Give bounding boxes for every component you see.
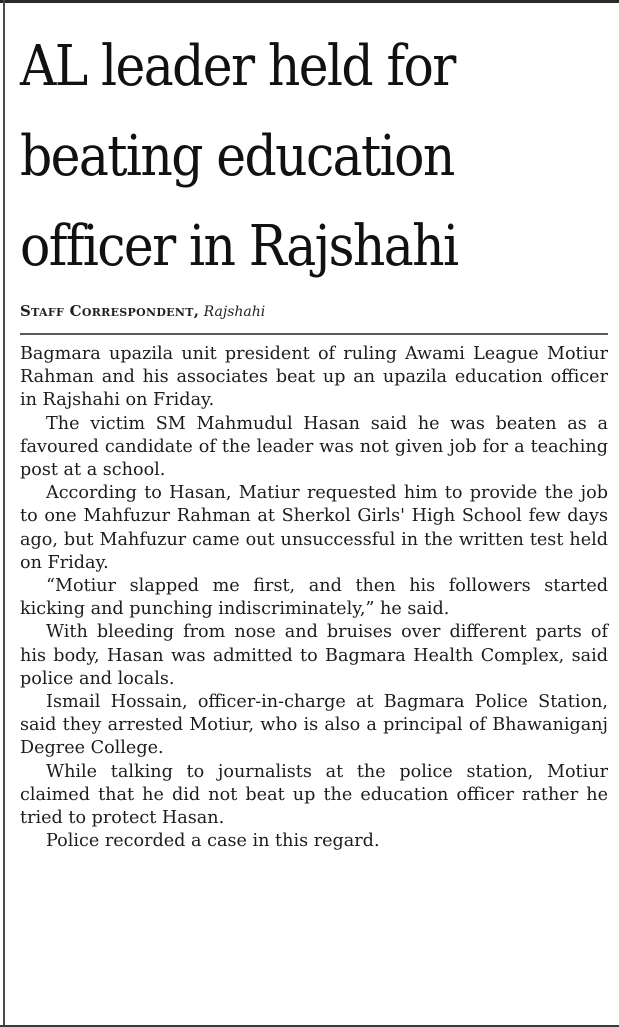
article-paragraph-3: According to Hasan, Matiur requested him to provide the job to one Mahfuzur Rahman at Sherkol Girls' High School few days ago, but Mahfuzur came out unsuccessful in the written test held on Friday.	[20, 483, 608, 573]
article-paragraph-1: Bagmara upazila unit president of ruling Awami League Motiur Rahman and his associates beat up an upazila education officer in Rajshahi on Friday.	[20, 344, 608, 411]
article-paragraph-6: Ismail Hossain, officer-in-charge at Bagmara Police Station, said they arrested Motiur, who is also a principal of Bhawaniganj Degree College.	[20, 692, 608, 759]
article-paragraph-7: While talking to journalists at the police station, Motiur claimed that he did not beat up the education officer rather he tried to protect Hasan.	[20, 761, 608, 829]
left-border-rule	[3, 0, 5, 1027]
article-body	[20, 343, 608, 853]
headline-line-1: AL leader held for	[20, 34, 455, 99]
headline-line-2: beating education	[20, 124, 454, 189]
article-paragraph-4: “Motiur slapped me first, and then his followers started kicking and punching indiscriminately,” he said.	[20, 576, 608, 620]
byline-author: Staff Correspondent,	[20, 302, 200, 320]
article-headline	[20, 22, 556, 292]
top-border-rule	[0, 0, 619, 3]
article-paragraph-2: The victim SM Mahmudul Hasan said he was beaten as a favoured candidate of the leader was not given job for a teaching post at a school.	[20, 413, 608, 481]
article-paragraph-8: Police recorded a case in this regard.	[46, 831, 380, 852]
article-paragraph-5: With bleeding from nose and bruises over different parts of his body, Hasan was admitted to Bagmara Health Complex, said police and locals.	[20, 622, 608, 689]
byline-divider	[20, 333, 608, 335]
headline-line-3: officer in Rajshahi	[20, 214, 458, 279]
byline-location: Rajshahi	[203, 304, 266, 320]
byline	[20, 302, 265, 320]
